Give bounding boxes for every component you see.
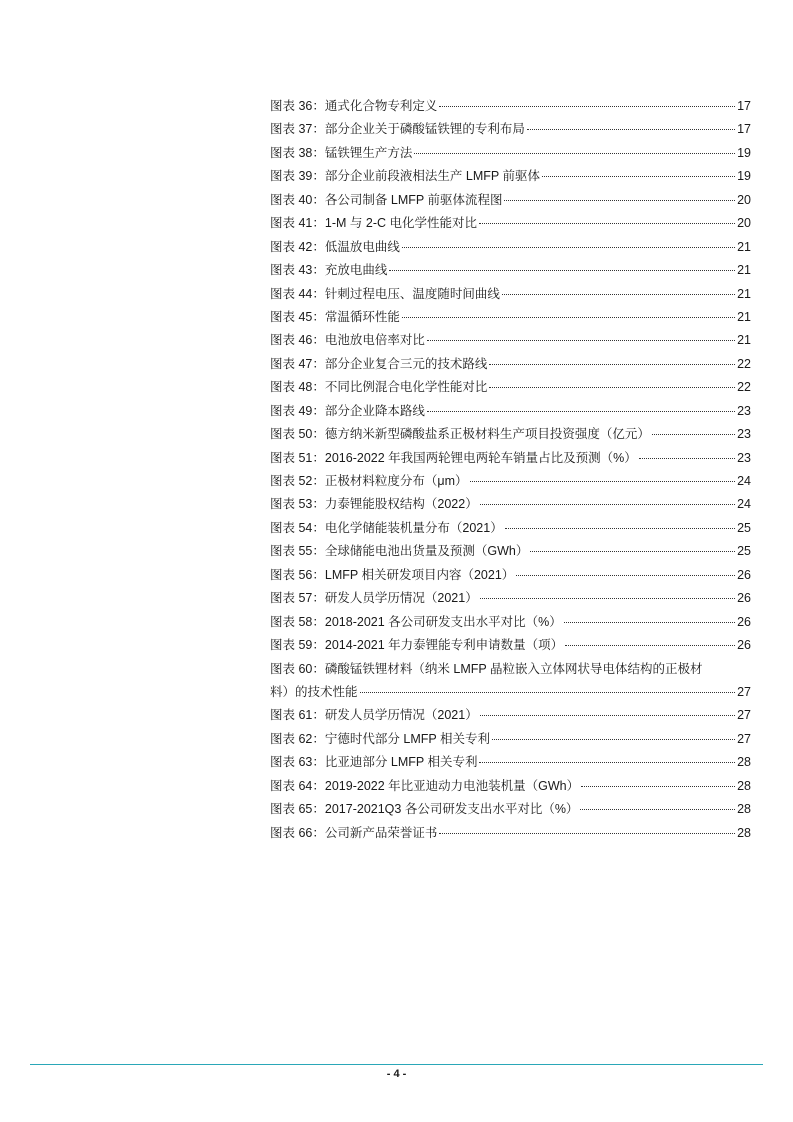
toc-entry-label: 图表 58： <box>270 614 325 629</box>
dot-leader <box>480 598 735 599</box>
toc-entry-title: 2017-2021Q3 各公司研发支出水平对比（%） <box>324 802 579 817</box>
dot-leader <box>427 411 735 412</box>
toc-entry-title: 全球储能电池出货量及预测（GWh） <box>324 544 529 559</box>
toc-entry-page: 22 <box>737 380 751 395</box>
dot-leader <box>542 176 735 177</box>
toc-entry-label: 图表 55： <box>270 544 325 559</box>
toc-entry-label: 图表 59： <box>270 638 325 653</box>
toc-entry-title: 部分企业复合三元的技术路线 <box>324 356 488 371</box>
toc-entry[interactable] <box>270 751 751 774</box>
toc-entry[interactable] <box>270 540 751 563</box>
toc-entry-page: 20 <box>737 216 751 231</box>
toc-entry-label: 图表 40： <box>270 192 325 207</box>
dot-leader <box>502 294 735 295</box>
toc-entry-60[interactable] <box>270 658 751 705</box>
toc-entry-page: 28 <box>737 778 751 793</box>
page-number: - 4 - <box>386 1068 407 1080</box>
footer-rule <box>30 1064 763 1065</box>
dot-leader <box>489 387 735 388</box>
toc-entry-label: 图表 62： <box>270 731 325 746</box>
toc-entry[interactable] <box>270 564 751 587</box>
toc-entry-title: 2018-2021 各公司研发支出水平对比（%） <box>324 614 562 629</box>
dot-leader <box>427 340 735 341</box>
dot-leader <box>639 458 735 459</box>
toc-entry[interactable] <box>270 517 751 540</box>
toc-entry-label: 图表 60： <box>270 661 325 676</box>
toc-entry-page: 26 <box>737 591 751 606</box>
toc-entry-title: 研发人员学历情况（2021） <box>324 591 478 606</box>
toc-entry[interactable] <box>270 212 751 235</box>
toc-entry[interactable] <box>270 775 751 798</box>
table-of-figures <box>270 95 751 845</box>
dot-leader <box>504 200 735 201</box>
toc-entry-line1 <box>270 658 751 681</box>
toc-entry-page: 27 <box>737 731 751 746</box>
toc-entry[interactable] <box>270 306 751 329</box>
toc-entry-title: 针刺过程电压、温度随时间曲线 <box>324 286 500 301</box>
toc-entry-title: 各公司制备 LMFP 前驱体流程图 <box>324 192 503 207</box>
toc-entry-page: 21 <box>737 239 751 254</box>
toc-entry-page: 27 <box>737 684 751 699</box>
toc-entry-page: 28 <box>737 825 751 840</box>
toc-entry-title: 1-M 与 2-C 电化学性能对比 <box>324 216 477 231</box>
toc-entry-label: 图表 45： <box>270 309 325 324</box>
toc-entry-title: 充放电曲线 <box>324 263 388 278</box>
toc-entry-page: 28 <box>737 755 751 770</box>
toc-entry[interactable] <box>270 470 751 493</box>
toc-entry-page: 23 <box>737 450 751 465</box>
toc-entry[interactable] <box>270 95 751 118</box>
toc-entry-label: 图表 46： <box>270 333 325 348</box>
toc-entry-title: LMFP 相关研发项目内容（2021） <box>324 567 515 582</box>
dot-leader <box>580 809 735 810</box>
dot-leader <box>439 833 735 834</box>
toc-entry[interactable] <box>270 236 751 259</box>
dot-leader <box>581 786 735 787</box>
toc-entry[interactable] <box>270 353 751 376</box>
toc-entry-page: 22 <box>737 356 751 371</box>
toc-entry-label: 图表 65： <box>270 802 325 817</box>
toc-entry-label: 图表 37： <box>270 122 325 137</box>
toc-entry-title: 电化学储能装机量分布（2021） <box>324 520 503 535</box>
toc-entry-page: 21 <box>737 333 751 348</box>
toc-entry-line2 <box>270 681 751 704</box>
toc-entry-title: 部分企业关于磷酸锰铁锂的专利布局 <box>324 122 525 137</box>
dot-leader <box>470 481 736 482</box>
toc-entry-label: 图表 51： <box>270 450 325 465</box>
dot-leader <box>479 223 735 224</box>
dot-leader <box>389 270 735 271</box>
dot-leader <box>402 247 735 248</box>
dot-leader <box>480 504 735 505</box>
toc-entry-title: 德方纳米新型磷酸盐系正极材料生产项目投资强度（亿元） <box>324 427 650 442</box>
toc-entry-title: 部分企业前段液相法生产 LMFP 前驱体 <box>324 169 540 184</box>
toc-entry[interactable] <box>270 493 751 516</box>
dot-leader <box>564 622 735 623</box>
toc-entry-page: 26 <box>737 567 751 582</box>
toc-entry-page: 25 <box>737 520 751 535</box>
toc-entry-title: 2019-2022 年比亚迪动力电池装机量（GWh） <box>324 778 580 793</box>
toc-entry[interactable] <box>270 189 751 212</box>
toc-entry-title: 正极材料粒度分布（μm） <box>324 474 468 488</box>
dot-leader <box>492 739 735 740</box>
toc-entry-label: 图表 64： <box>270 778 325 793</box>
toc-entry-label: 图表 48： <box>270 380 325 395</box>
toc-entry-title: 低温放电曲线 <box>324 239 400 254</box>
dot-leader <box>527 129 735 130</box>
dot-leader <box>565 645 735 646</box>
toc-entry[interactable] <box>270 704 751 727</box>
toc-entry-label: 图表 42： <box>270 239 325 254</box>
toc-entry-page: 24 <box>737 474 751 488</box>
toc-entry-page: 17 <box>737 99 751 113</box>
toc-entry-label: 图表 36： <box>270 99 325 113</box>
toc-entry-title: 部分企业降本路线 <box>324 403 425 418</box>
toc-entry-page: 23 <box>737 403 751 418</box>
toc-entry-label: 图表 61： <box>270 708 325 723</box>
toc-entry-title: 2016-2022 年我国两轮锂电两轮车销量占比及预测（%） <box>324 450 637 465</box>
toc-entry-title: 通式化合物专利定义 <box>324 99 438 113</box>
toc-entry-page: 19 <box>737 169 751 184</box>
dot-leader <box>360 692 736 693</box>
toc-entry-title: 锰铁锂生产方法 <box>324 145 413 160</box>
toc-entry-title: 2014-2021 年力泰锂能专利申请数量（项） <box>324 638 564 653</box>
toc-entry[interactable] <box>270 142 751 165</box>
toc-entry[interactable] <box>270 728 751 751</box>
dot-leader <box>652 434 735 435</box>
toc-entry-label: 图表 39： <box>270 169 325 184</box>
toc-entry-label: 图表 44： <box>270 286 325 301</box>
toc-entry-label: 图表 50： <box>270 427 325 442</box>
toc-entry-label: 图表 47： <box>270 356 325 371</box>
toc-entry[interactable] <box>270 376 751 399</box>
toc-entry-page: 26 <box>737 638 751 653</box>
toc-entry-label: 图表 54： <box>270 520 325 535</box>
toc-entry[interactable] <box>270 587 751 610</box>
toc-entry-page: 21 <box>737 286 751 301</box>
dot-leader <box>479 762 735 763</box>
toc-entry[interactable] <box>270 611 751 634</box>
toc-entry[interactable] <box>270 329 751 352</box>
toc-entry-page: 23 <box>737 427 751 442</box>
toc-entry-title: 不同比例混合电化学性能对比 <box>324 380 488 395</box>
toc-entry-page: 21 <box>737 263 751 278</box>
toc-entry-label: 图表 63： <box>270 755 325 770</box>
toc-entry-title: 比亚迪部分 LMFP 相关专利 <box>324 755 478 770</box>
toc-entry-title: 宁德时代部分 LMFP 相关专利 <box>324 731 490 746</box>
toc-entry-label: 图表 43： <box>270 263 325 278</box>
toc-entry-label: 图表 57： <box>270 591 325 606</box>
dot-leader <box>530 551 735 552</box>
toc-entry-title: 研发人员学历情况（2021） <box>324 708 478 723</box>
toc-entry-label: 图表 53： <box>270 497 325 512</box>
toc-entry-page: 25 <box>737 544 751 559</box>
dot-leader <box>516 575 735 576</box>
toc-entry[interactable] <box>270 423 751 446</box>
toc-group-b <box>270 704 751 845</box>
toc-entry-title: 常温循环性能 <box>324 309 400 324</box>
toc-entry-title: 磷酸锰铁锂材料（纳米 LMFP 晶粒嵌入立体网状导电体结构的正极材 <box>324 661 703 676</box>
toc-entry-label: 图表 49： <box>270 403 325 418</box>
toc-entry-label: 图表 52： <box>270 474 325 488</box>
toc-entry-title: 力泰锂能股权结构（2022） <box>324 497 478 512</box>
toc-entry[interactable] <box>270 822 751 845</box>
toc-entry[interactable] <box>270 634 751 657</box>
toc-entry-page: 24 <box>737 497 751 512</box>
toc-entry-page: 26 <box>737 614 751 629</box>
toc-entry-page: 17 <box>737 122 751 137</box>
toc-entry-title-cont: 料）的技术性能 <box>270 684 358 699</box>
toc-group-a <box>270 95 751 658</box>
toc-entry[interactable] <box>270 165 751 188</box>
toc-entry-label: 图表 38： <box>270 145 325 160</box>
toc-entry[interactable] <box>270 118 751 141</box>
toc-entry-page: 20 <box>737 192 751 207</box>
dot-leader <box>402 317 735 318</box>
toc-entry-label: 图表 66： <box>270 825 325 840</box>
toc-entry-page: 21 <box>737 309 751 324</box>
toc-entry[interactable] <box>270 447 751 470</box>
toc-entry-label: 图表 41： <box>270 216 325 231</box>
toc-entry-label: 图表 56： <box>270 567 325 582</box>
toc-entry[interactable] <box>270 259 751 282</box>
toc-entry[interactable] <box>270 283 751 306</box>
toc-entry[interactable] <box>270 400 751 423</box>
dot-leader <box>480 715 735 716</box>
toc-entry-title: 公司新产品荣誉证书 <box>324 825 438 840</box>
dot-leader <box>439 106 735 107</box>
toc-entry-page: 28 <box>737 802 751 817</box>
toc-entry-page: 27 <box>737 708 751 723</box>
dot-leader <box>489 364 735 365</box>
dot-leader <box>414 153 735 154</box>
toc-entry[interactable] <box>270 798 751 821</box>
toc-entry-title: 电池放电倍率对比 <box>324 333 425 348</box>
toc-entry-page: 19 <box>737 145 751 160</box>
dot-leader <box>505 528 735 529</box>
